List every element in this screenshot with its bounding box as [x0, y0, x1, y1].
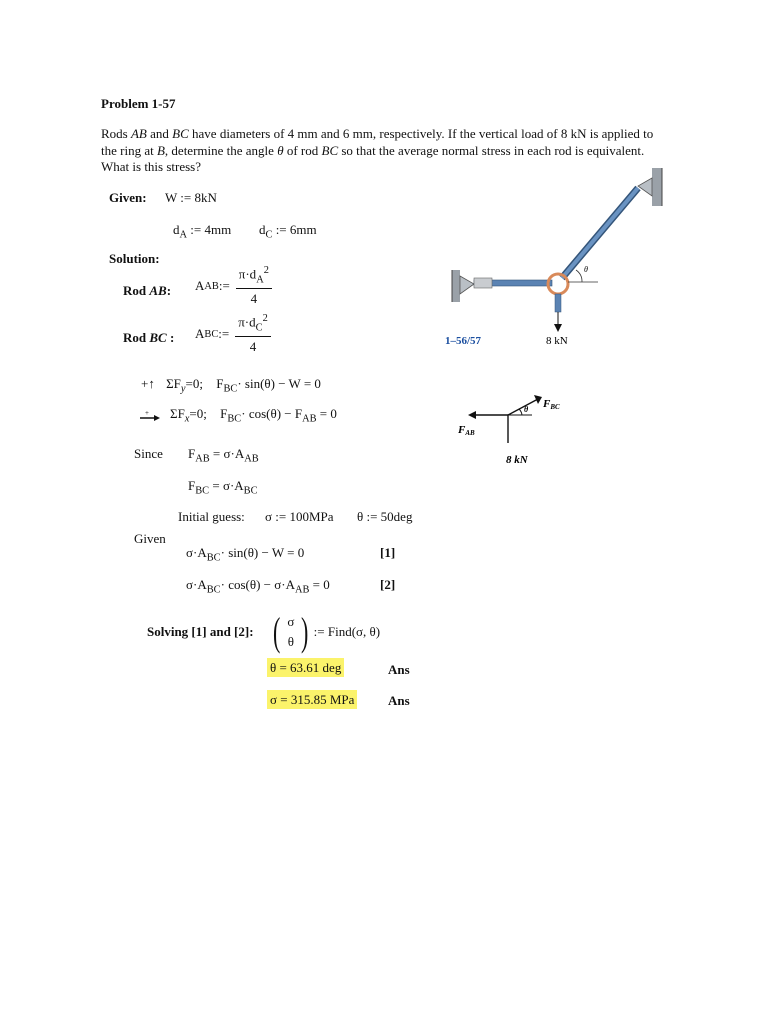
- problem-statement: Rods AB and BC have diameters of 4 mm and 6 mm, respectively. If the vertical load of 8 kN is applied to the ring at B, determine the angle θ of rod BC so that the average normal stress in each rod is equivalent. What is this stress?: [101, 126, 654, 174]
- rod-bc-label: Rod BC :: [123, 330, 175, 345]
- wall-c: [638, 168, 662, 206]
- figure-caption: 1–56/57: [445, 335, 482, 347]
- fbd-fab-label: FAB: [458, 424, 475, 437]
- theta-ans: Ans: [388, 662, 410, 677]
- fab-relation: $F_{AB} = \sigma\cdot A_{AB}$: [188, 446, 259, 465]
- wall-a: [452, 270, 474, 302]
- equation-1-tag: [1]: [380, 545, 396, 560]
- figure-label-theta: θ: [584, 265, 588, 274]
- given-label: Given:: [109, 190, 147, 205]
- given-block-label: Given: [134, 531, 166, 546]
- solution-label: Solution:: [109, 251, 160, 266]
- rod-ab-label: Rod AB:: [123, 283, 172, 298]
- given-w: W := 8kN: [165, 190, 217, 205]
- sigma-result: σ = 315.85 MPa: [267, 692, 357, 708]
- free-body-diagram: [450, 385, 575, 475]
- fbd-theta: θ: [524, 405, 529, 414]
- figure-load-label: 8 kN: [546, 335, 568, 347]
- fbd-load-label: 8 kN: [506, 454, 528, 466]
- sum-fy-equation: +↑ $\Sigma F_y=0$; $F_{BC}\cdot \sin(\theta) - W = 0$: [141, 376, 321, 395]
- sum-fx-equation: + $\Sigma F_x=0$; $F_{BC}\cdot \cos(\theta) - F_{AB} = 0$: [139, 406, 337, 425]
- theta-result: θ = 63.61 deg: [267, 660, 344, 676]
- since-label: Since: [134, 446, 163, 461]
- right-arrow-icon: [139, 407, 164, 421]
- fbc-relation: $F_{BC} = \sigma\cdot A_{BC}$: [188, 478, 258, 497]
- fbd-fbc-label: FBC: [543, 398, 560, 411]
- solving-label: Solving [1] and [2]:: [147, 624, 254, 639]
- svg-text:+: +: [145, 409, 149, 418]
- equation-1: $\sigma\cdot A_{BC}\cdot \sin(\theta) - W = 0$: [186, 545, 305, 564]
- given-da: $d_A$ := 4mm: [173, 222, 232, 241]
- area-ab-formula: A AB := $\frac{\pi\cdot d_A^2}{4}$: [195, 262, 272, 310]
- find-statement: ( σ θ ) := Find(σ, θ): [272, 609, 381, 654]
- sigma-ans: Ans: [388, 693, 410, 708]
- equation-2: $\sigma\cdot A_{BC}\cdot \cos(\theta) - \sigma\cdot A_{AB} = 0$: [186, 577, 330, 596]
- theta-guess: θ := 50deg: [357, 509, 413, 524]
- problem-title: Problem 1-57: [101, 96, 176, 111]
- area-bc-formula: A BC := $\frac{\pi\cdot d_C^2}{4}$: [195, 310, 271, 358]
- initial-guess-label: Initial guess:: [178, 509, 245, 524]
- sigma-guess: σ := 100MPa: [265, 509, 334, 524]
- given-dc: $d_C$ := 6mm: [259, 222, 317, 241]
- up-arrow-icon: ↑: [148, 376, 155, 391]
- equation-2-tag: [2]: [380, 577, 396, 592]
- structure-figure: [440, 160, 680, 360]
